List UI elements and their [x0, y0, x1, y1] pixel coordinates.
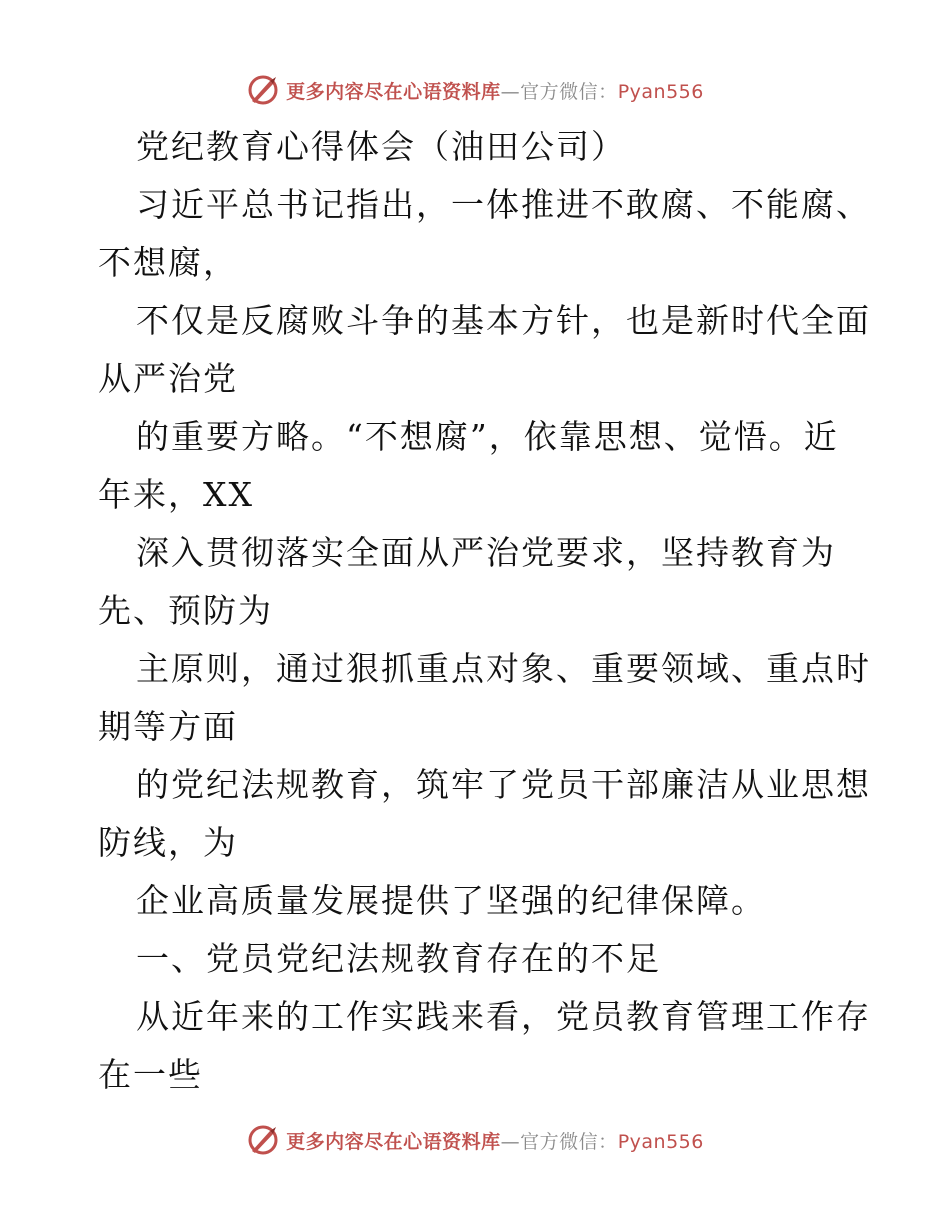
paragraph-line: 主原则，通过狠抓重点对象、重要领域、重点时	[136, 649, 871, 688]
paragraph-line: 习近平总书记指出，一体推进不敢腐、不能腐、	[136, 185, 871, 224]
footer-watermark	[0, 1120, 950, 1160]
quill-logo-icon	[246, 1123, 280, 1157]
paragraph-line: 深入贯彻落实全面从严治党要求，坚持教育为	[136, 533, 836, 572]
watermark-text: 更多内容尽在心语资料库—官方微信：Pyan556	[286, 80, 704, 103]
paragraph-line: 不仅是反腐败斗争的基本方针，也是新时代全面	[136, 301, 871, 340]
paragraph-line: 从严治党	[98, 359, 238, 398]
header-watermark	[0, 70, 950, 110]
paragraph-line: 期等方面	[98, 707, 238, 746]
quill-logo-icon	[246, 73, 280, 107]
paragraph-line: 不想腐，	[98, 243, 238, 282]
doc-title: 党纪教育心得体会（油田公司）	[136, 127, 626, 166]
paragraph-line: 防线，为	[98, 823, 238, 862]
paragraph-line: 的党纪法规教育，筑牢了党员干部廉洁从业思想	[136, 765, 871, 804]
document-body	[98, 118, 871, 1104]
paragraph-line: 从近年来的工作实践来看，党员教育管理工作存	[136, 997, 871, 1036]
paragraph-line: 在一些	[98, 1055, 203, 1094]
paragraph-line: 年来，XX	[98, 475, 254, 514]
paragraph-line: 的重要方略。“不想腐”，依靠思想、觉悟。近	[136, 417, 839, 456]
paragraph-line: 企业高质量发展提供了坚强的纪律保障。	[136, 881, 766, 920]
watermark-text: 更多内容尽在心语资料库—官方微信：Pyan556	[286, 1130, 704, 1153]
section-heading: 一、党员党纪法规教育存在的不足	[136, 939, 661, 978]
paragraph-line: 先、预防为	[98, 591, 273, 630]
